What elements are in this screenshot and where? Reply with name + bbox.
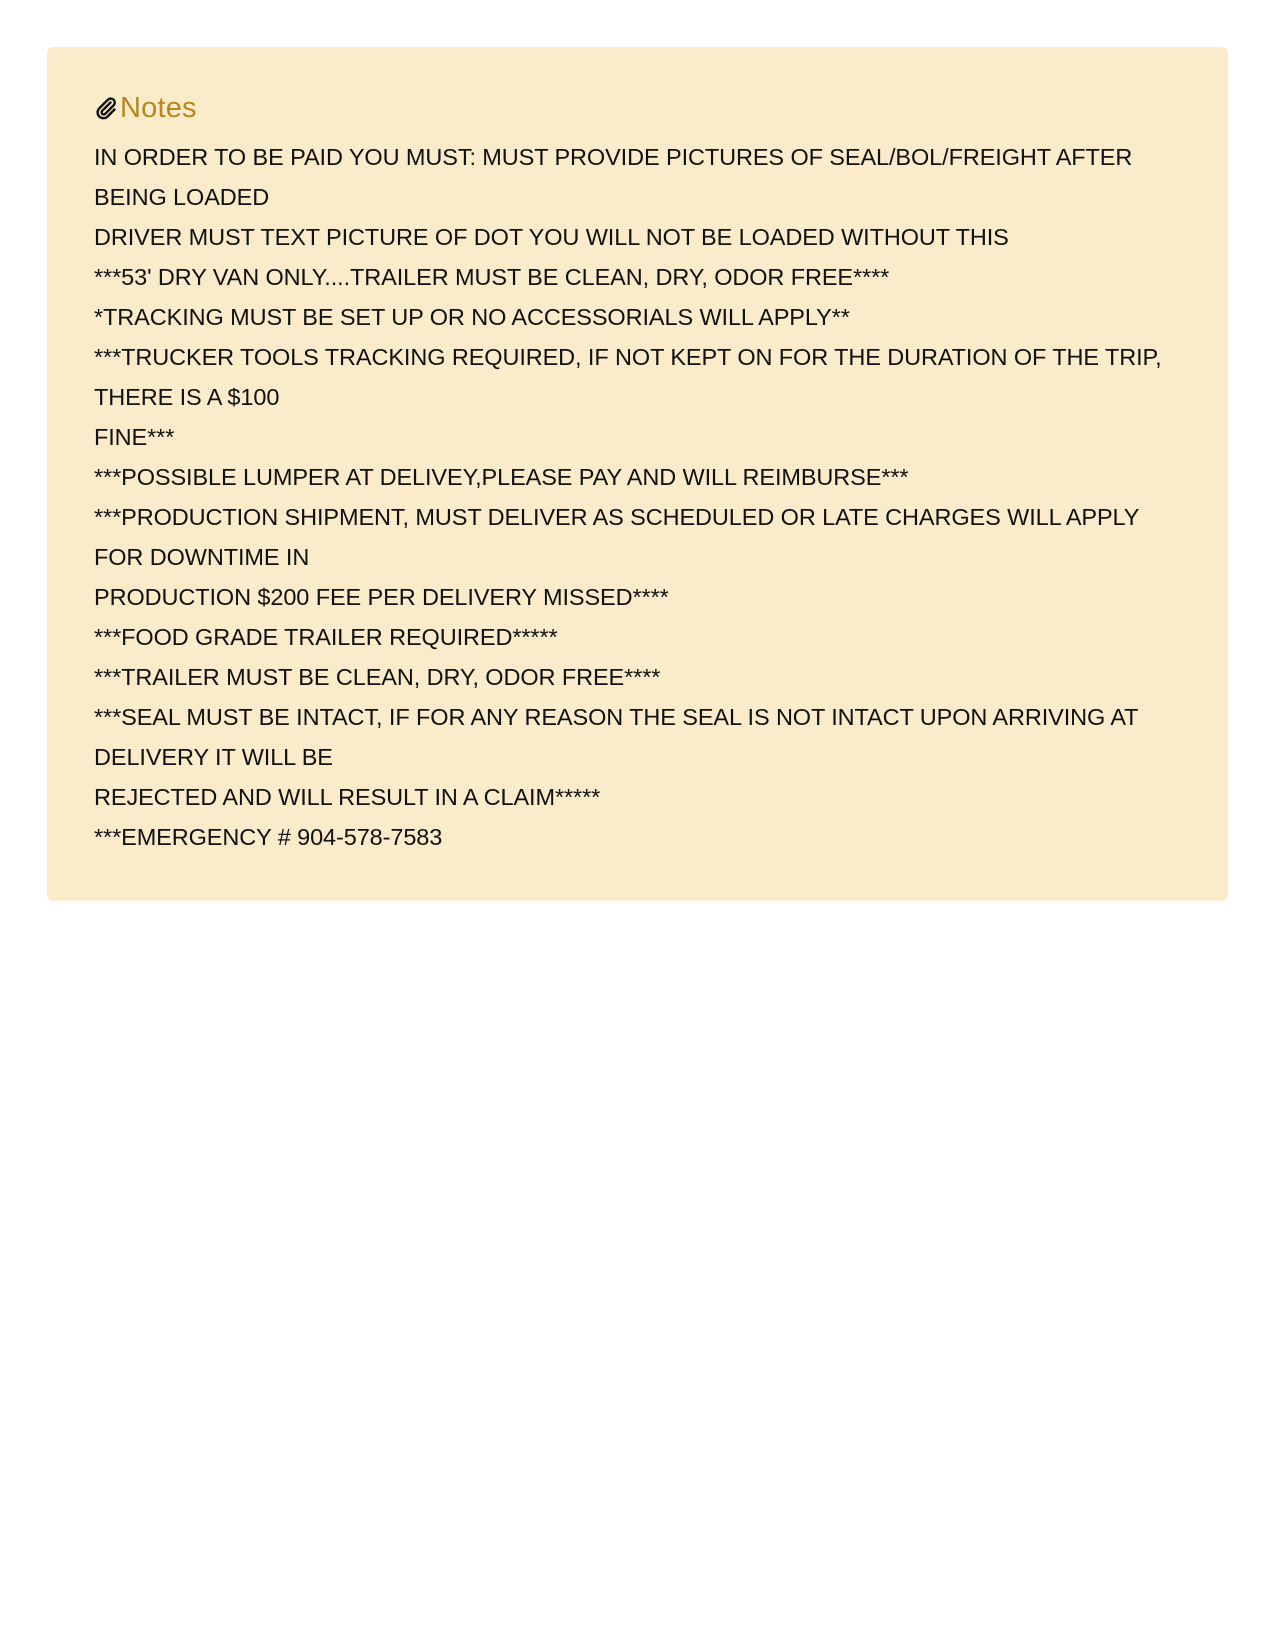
note-line: DELIVERY IT WILL BE [94, 744, 333, 770]
note-line: REJECTED AND WILL RESULT IN A CLAIM***** [94, 784, 601, 810]
note-line: BEING LOADED [94, 184, 270, 210]
note-line: FOR DOWNTIME IN [94, 544, 310, 570]
note-line: FINE*** [94, 424, 175, 450]
note-line: ***PRODUCTION SHIPMENT, MUST DELIVER AS SCHEDULED OR LATE CHARGES WILL APPLY [94, 504, 1140, 530]
note-line: THERE IS A $100 [94, 384, 280, 410]
note-line: PRODUCTION $200 FEE PER DELIVERY MISSED**** [94, 584, 669, 610]
note-line: ***53' DRY VAN ONLY....TRAILER MUST BE CLEAN, DRY, ODOR FREE**** [94, 264, 890, 290]
note-line: DRIVER MUST TEXT PICTURE OF DOT YOU WILL NOT BE LOADED WITHOUT THIS [94, 224, 1009, 250]
notes-header [94, 89, 1182, 127]
note-line: ***TRAILER MUST BE CLEAN, DRY, ODOR FREE**** [94, 664, 661, 690]
note-line: ***SEAL MUST BE INTACT, IF FOR ANY REASON THE SEAL IS NOT INTACT UPON ARRIVING AT [94, 704, 1139, 730]
note-line: ***POSSIBLE LUMPER AT DELIVEY,PLEASE PAY AND WILL REIMBURSE*** [94, 464, 909, 490]
notes-card [47, 47, 1228, 901]
note-line: *TRACKING MUST BE SET UP OR NO ACCESSORIALS WILL APPLY** [94, 304, 850, 330]
paperclip-icon [94, 96, 118, 120]
note-line: IN ORDER TO BE PAID YOU MUST: MUST PROVIDE PICTURES OF SEAL/BOL/FREIGHT AFTER [94, 144, 1133, 170]
note-line: ***EMERGENCY # 904-578-7583 [94, 824, 443, 850]
notes-title: Notes [120, 92, 197, 124]
note-line: ***FOOD GRADE TRAILER REQUIRED***** [94, 624, 558, 650]
note-line: ***TRUCKER TOOLS TRACKING REQUIRED, IF NOT KEPT ON FOR THE DURATION OF THE TRIP, [94, 344, 1162, 370]
notes-body [94, 137, 1182, 857]
